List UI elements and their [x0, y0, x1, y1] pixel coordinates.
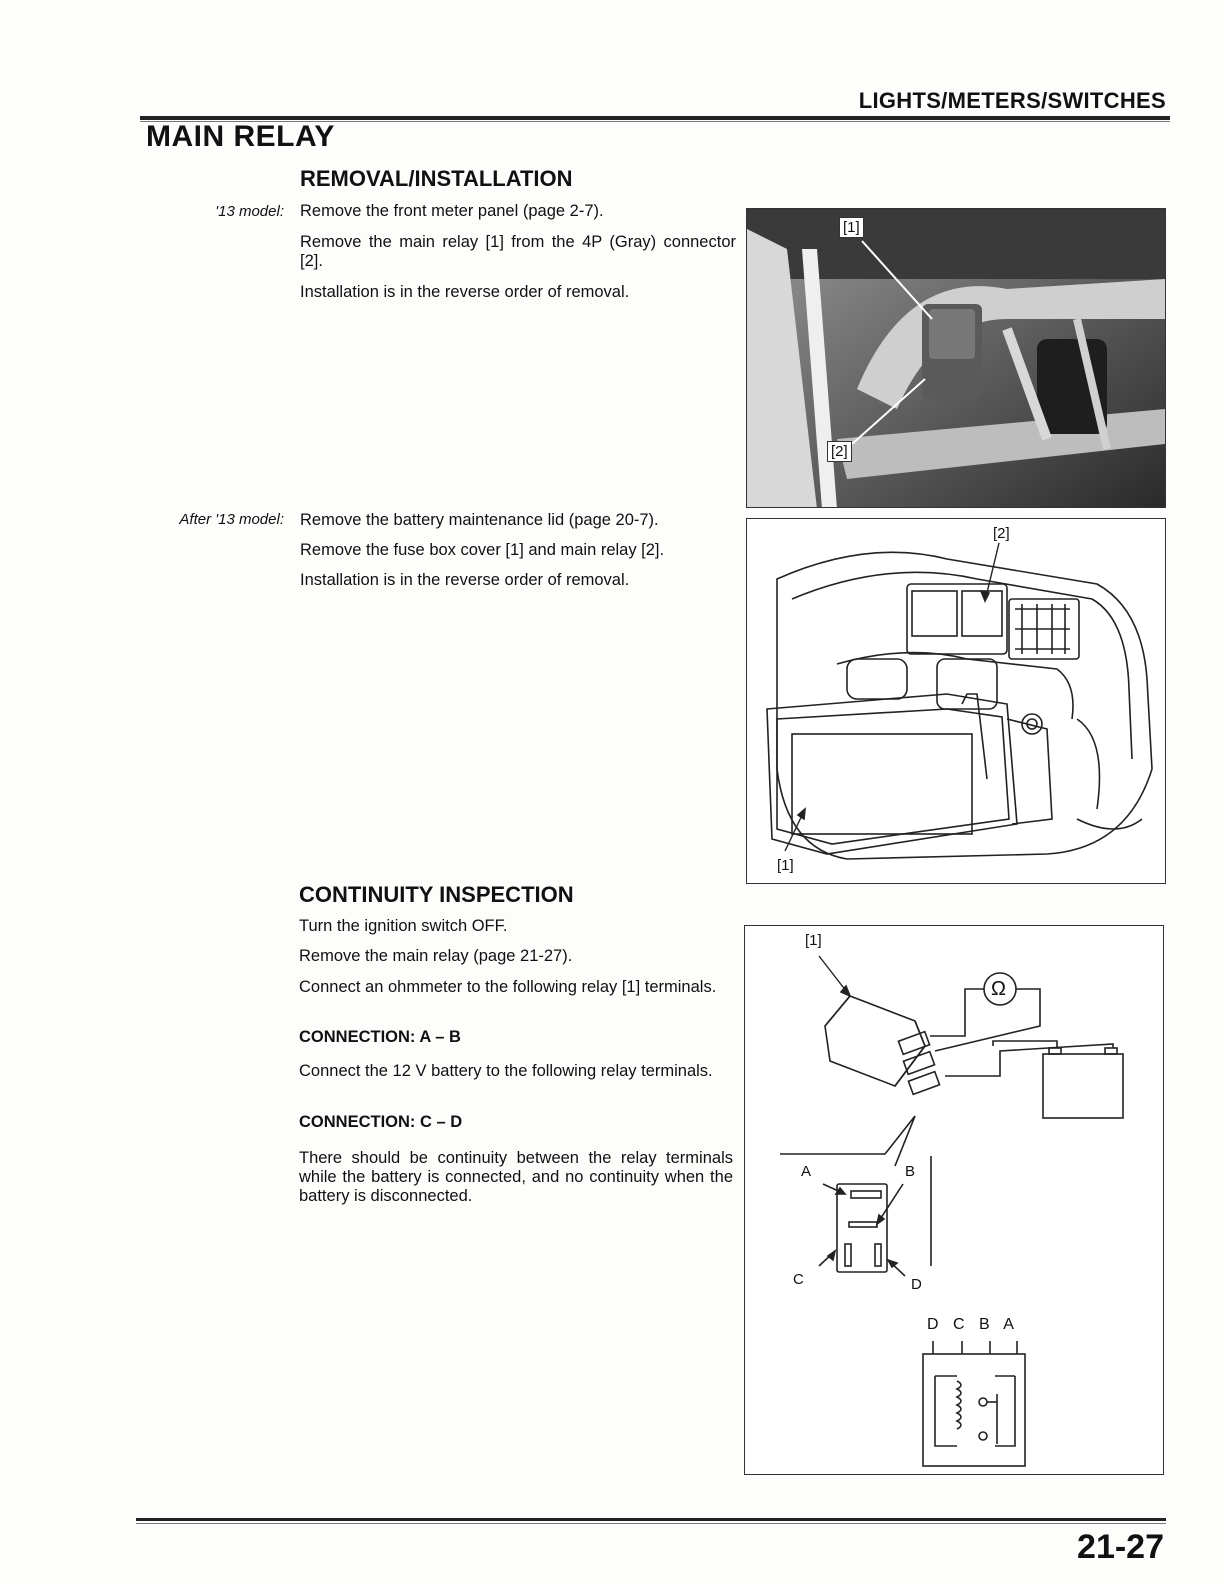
model-after-2013-label: After '13 model:: [179, 511, 284, 528]
removal-heading: REMOVAL/INSTALLATION: [300, 166, 573, 191]
terminal-row-labels: D C B A: [927, 1316, 1014, 1333]
fusebox-figure: [746, 518, 1166, 884]
terminal-label-c: C: [793, 1271, 804, 1288]
terminal-label-a: A: [801, 1163, 812, 1180]
footer-rule-thin: [136, 1523, 1166, 1524]
connection-c-d: CONNECTION: C – D: [299, 1113, 463, 1131]
model-2013-step-2: Remove the main relay [1] from the 4P (Gray) connector [2].: [300, 233, 736, 270]
inspection-heading: CONTINUITY INSPECTION: [299, 882, 574, 907]
relay-test-illustration: [745, 926, 1163, 1474]
fusebox-callout-1: [1]: [777, 857, 794, 874]
inspection-step-5: There should be continuity between the relay terminals while the battery is connected, and no continuity when the battery is disconnected.: [299, 1149, 733, 1205]
model-after-2013-step-1: Remove the battery maintenance lid (page 20-7).: [300, 511, 659, 529]
fusebox-callout-2: [2]: [993, 525, 1010, 542]
inspection-step-4: Connect the 12 V battery to the following relay terminals.: [299, 1062, 713, 1080]
footer-rule: [136, 1518, 1166, 1521]
photo-callout-2: [2]: [827, 441, 852, 462]
model-2013-step-1: Remove the front meter panel (page 2-7).: [300, 202, 604, 220]
inspection-step-3: Connect an ohmmeter to the following relay [1] terminals.: [299, 978, 717, 996]
terminal-label-d: D: [911, 1276, 922, 1293]
model-after-2013-step-3: Installation is in the reverse order of removal.: [300, 571, 630, 589]
model-after-2013-step-2: Remove the fuse box cover [1] and main relay [2].: [300, 541, 665, 559]
fusebox-illustration: [747, 519, 1165, 883]
page-title: MAIN RELAY: [146, 120, 335, 153]
relay-test-figure: [744, 925, 1164, 1475]
photo-callout-1: [1]: [839, 217, 864, 238]
model-2013-step-3: Installation is in the reverse order of removal.: [300, 283, 630, 301]
photo-figure-main-relay: [746, 208, 1166, 508]
photo-illustration: [747, 209, 1165, 507]
inspection-step-2: Remove the main relay (page 21-27).: [299, 947, 573, 965]
page-number: 21-27: [1077, 1528, 1164, 1566]
section-heading: LIGHTS/METERS/SWITCHES: [858, 88, 1166, 113]
connection-a-b: CONNECTION: A – B: [299, 1028, 461, 1046]
ohmmeter-symbol: Ω: [991, 978, 1006, 1000]
inspection-step-1: Turn the ignition switch OFF.: [299, 917, 508, 935]
model-2013-label: '13 model:: [215, 203, 284, 220]
terminal-label-b: B: [905, 1163, 916, 1180]
relay-callout-1: [1]: [805, 932, 822, 949]
